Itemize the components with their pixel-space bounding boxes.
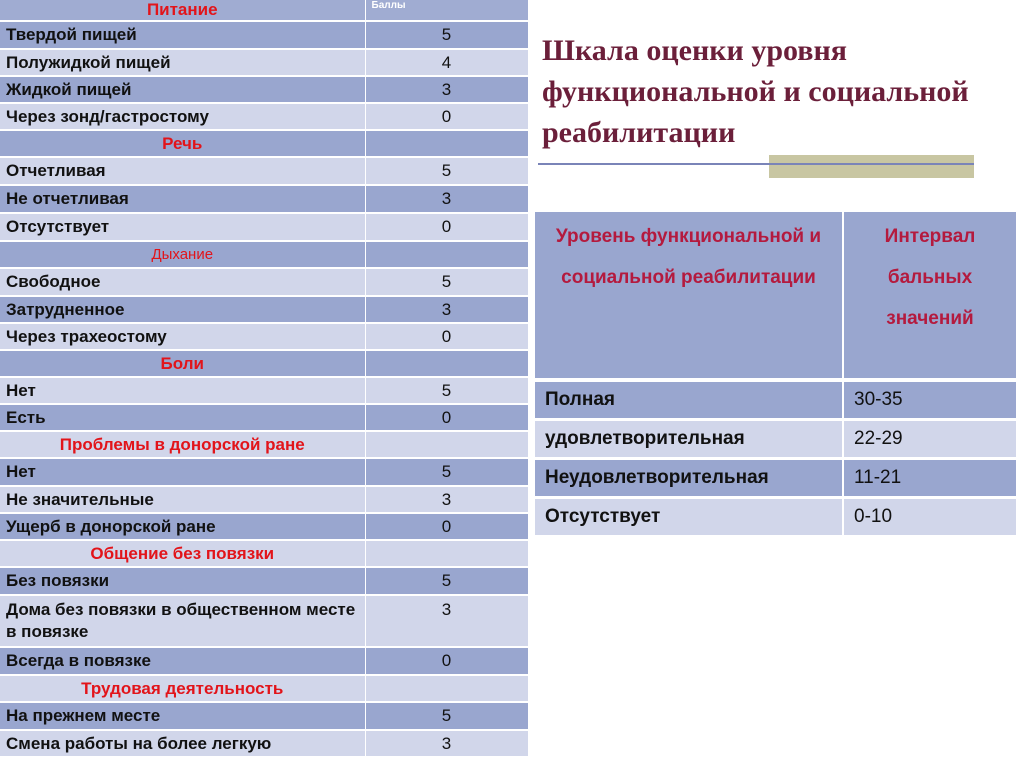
interval-cell: 30-35	[843, 380, 1017, 420]
item-label: На прежнем месте	[0, 702, 365, 730]
item-score: 5	[365, 268, 528, 296]
item-label: Отчетливая	[0, 157, 365, 185]
section-title-speech: Речь	[0, 130, 365, 157]
item-label: Жидкой пищей	[0, 76, 365, 103]
empty-cell	[365, 241, 528, 268]
score-column-header: Баллы	[365, 0, 528, 21]
item-score: 0	[365, 103, 528, 130]
item-score: 4	[365, 49, 528, 76]
item-label: Нет	[0, 377, 365, 404]
item-label: Полужидкой пищей	[0, 49, 365, 76]
item-score: 5	[365, 458, 528, 486]
header-interval: Интервал бальных значений	[843, 212, 1017, 380]
item-score: 0	[365, 404, 528, 431]
item-score: 3	[365, 76, 528, 103]
title-accent-bar	[769, 155, 974, 178]
item-label: Не отчетливая	[0, 185, 365, 213]
interval-cell: 11-21	[843, 459, 1017, 498]
empty-cell	[365, 350, 528, 377]
item-label: Смена работы на более легкую	[0, 730, 365, 757]
item-score: 0	[365, 647, 528, 675]
empty-cell	[365, 431, 528, 458]
section-title-communication: Общение без повязки	[0, 540, 365, 567]
item-score: 3	[365, 185, 528, 213]
title-underline	[538, 163, 974, 165]
item-score: 0	[365, 323, 528, 350]
item-label: Через трахеостому	[0, 323, 365, 350]
item-label: Есть	[0, 404, 365, 431]
item-label: Ущерб в донорской ране	[0, 513, 365, 540]
section-title-breathing: Дыхание	[0, 241, 365, 268]
item-score: 5	[365, 567, 528, 595]
slide-title-line: реабилитации	[542, 116, 736, 149]
rehabilitation-levels-table	[535, 212, 1018, 538]
slide-title-line: функциональной и социальной	[542, 75, 969, 108]
item-score: 3	[365, 486, 528, 513]
level-cell: Полная	[535, 380, 843, 420]
item-score: 3	[365, 730, 528, 757]
item-label: Без повязки	[0, 567, 365, 595]
section-title-nutrition: Питание	[0, 0, 365, 21]
item-label: Нет	[0, 458, 365, 486]
item-score: 5	[365, 21, 528, 49]
item-label: Отсутствует	[0, 213, 365, 241]
item-label: Дома без повязки в общественном месте в повязке	[0, 595, 365, 647]
item-label: Не значительные	[0, 486, 365, 513]
empty-cell	[365, 675, 528, 702]
item-label: Через зонд/гастростому	[0, 103, 365, 130]
level-cell: Отсутствует	[535, 498, 843, 537]
slide-title-line: Шкала оценки уровня	[542, 34, 847, 67]
item-score: 0	[365, 513, 528, 540]
level-cell: Неудовлетворительная	[535, 459, 843, 498]
slide-title	[542, 30, 1022, 153]
interval-cell: 22-29	[843, 420, 1017, 459]
section-title-work: Трудовая деятельность	[0, 675, 365, 702]
interval-cell: 0-10	[843, 498, 1017, 537]
empty-cell	[365, 130, 528, 157]
item-score: 3	[365, 296, 528, 323]
item-score: 5	[365, 702, 528, 730]
item-label: Затрудненное	[0, 296, 365, 323]
item-score: 5	[365, 157, 528, 185]
section-title-donor-wound: Проблемы в донорской ране	[0, 431, 365, 458]
item-score: 3	[365, 595, 528, 647]
header-level: Уровень функциональной и социальной реабилитации	[535, 212, 843, 380]
item-label: Всегда в повязке	[0, 647, 365, 675]
level-cell: удовлетворительная	[535, 420, 843, 459]
empty-cell	[365, 540, 528, 567]
item-score: 0	[365, 213, 528, 241]
item-label: Свободное	[0, 268, 365, 296]
section-title-pain: Боли	[0, 350, 365, 377]
item-score: 5	[365, 377, 528, 404]
item-label: Твердой пищей	[0, 21, 365, 49]
